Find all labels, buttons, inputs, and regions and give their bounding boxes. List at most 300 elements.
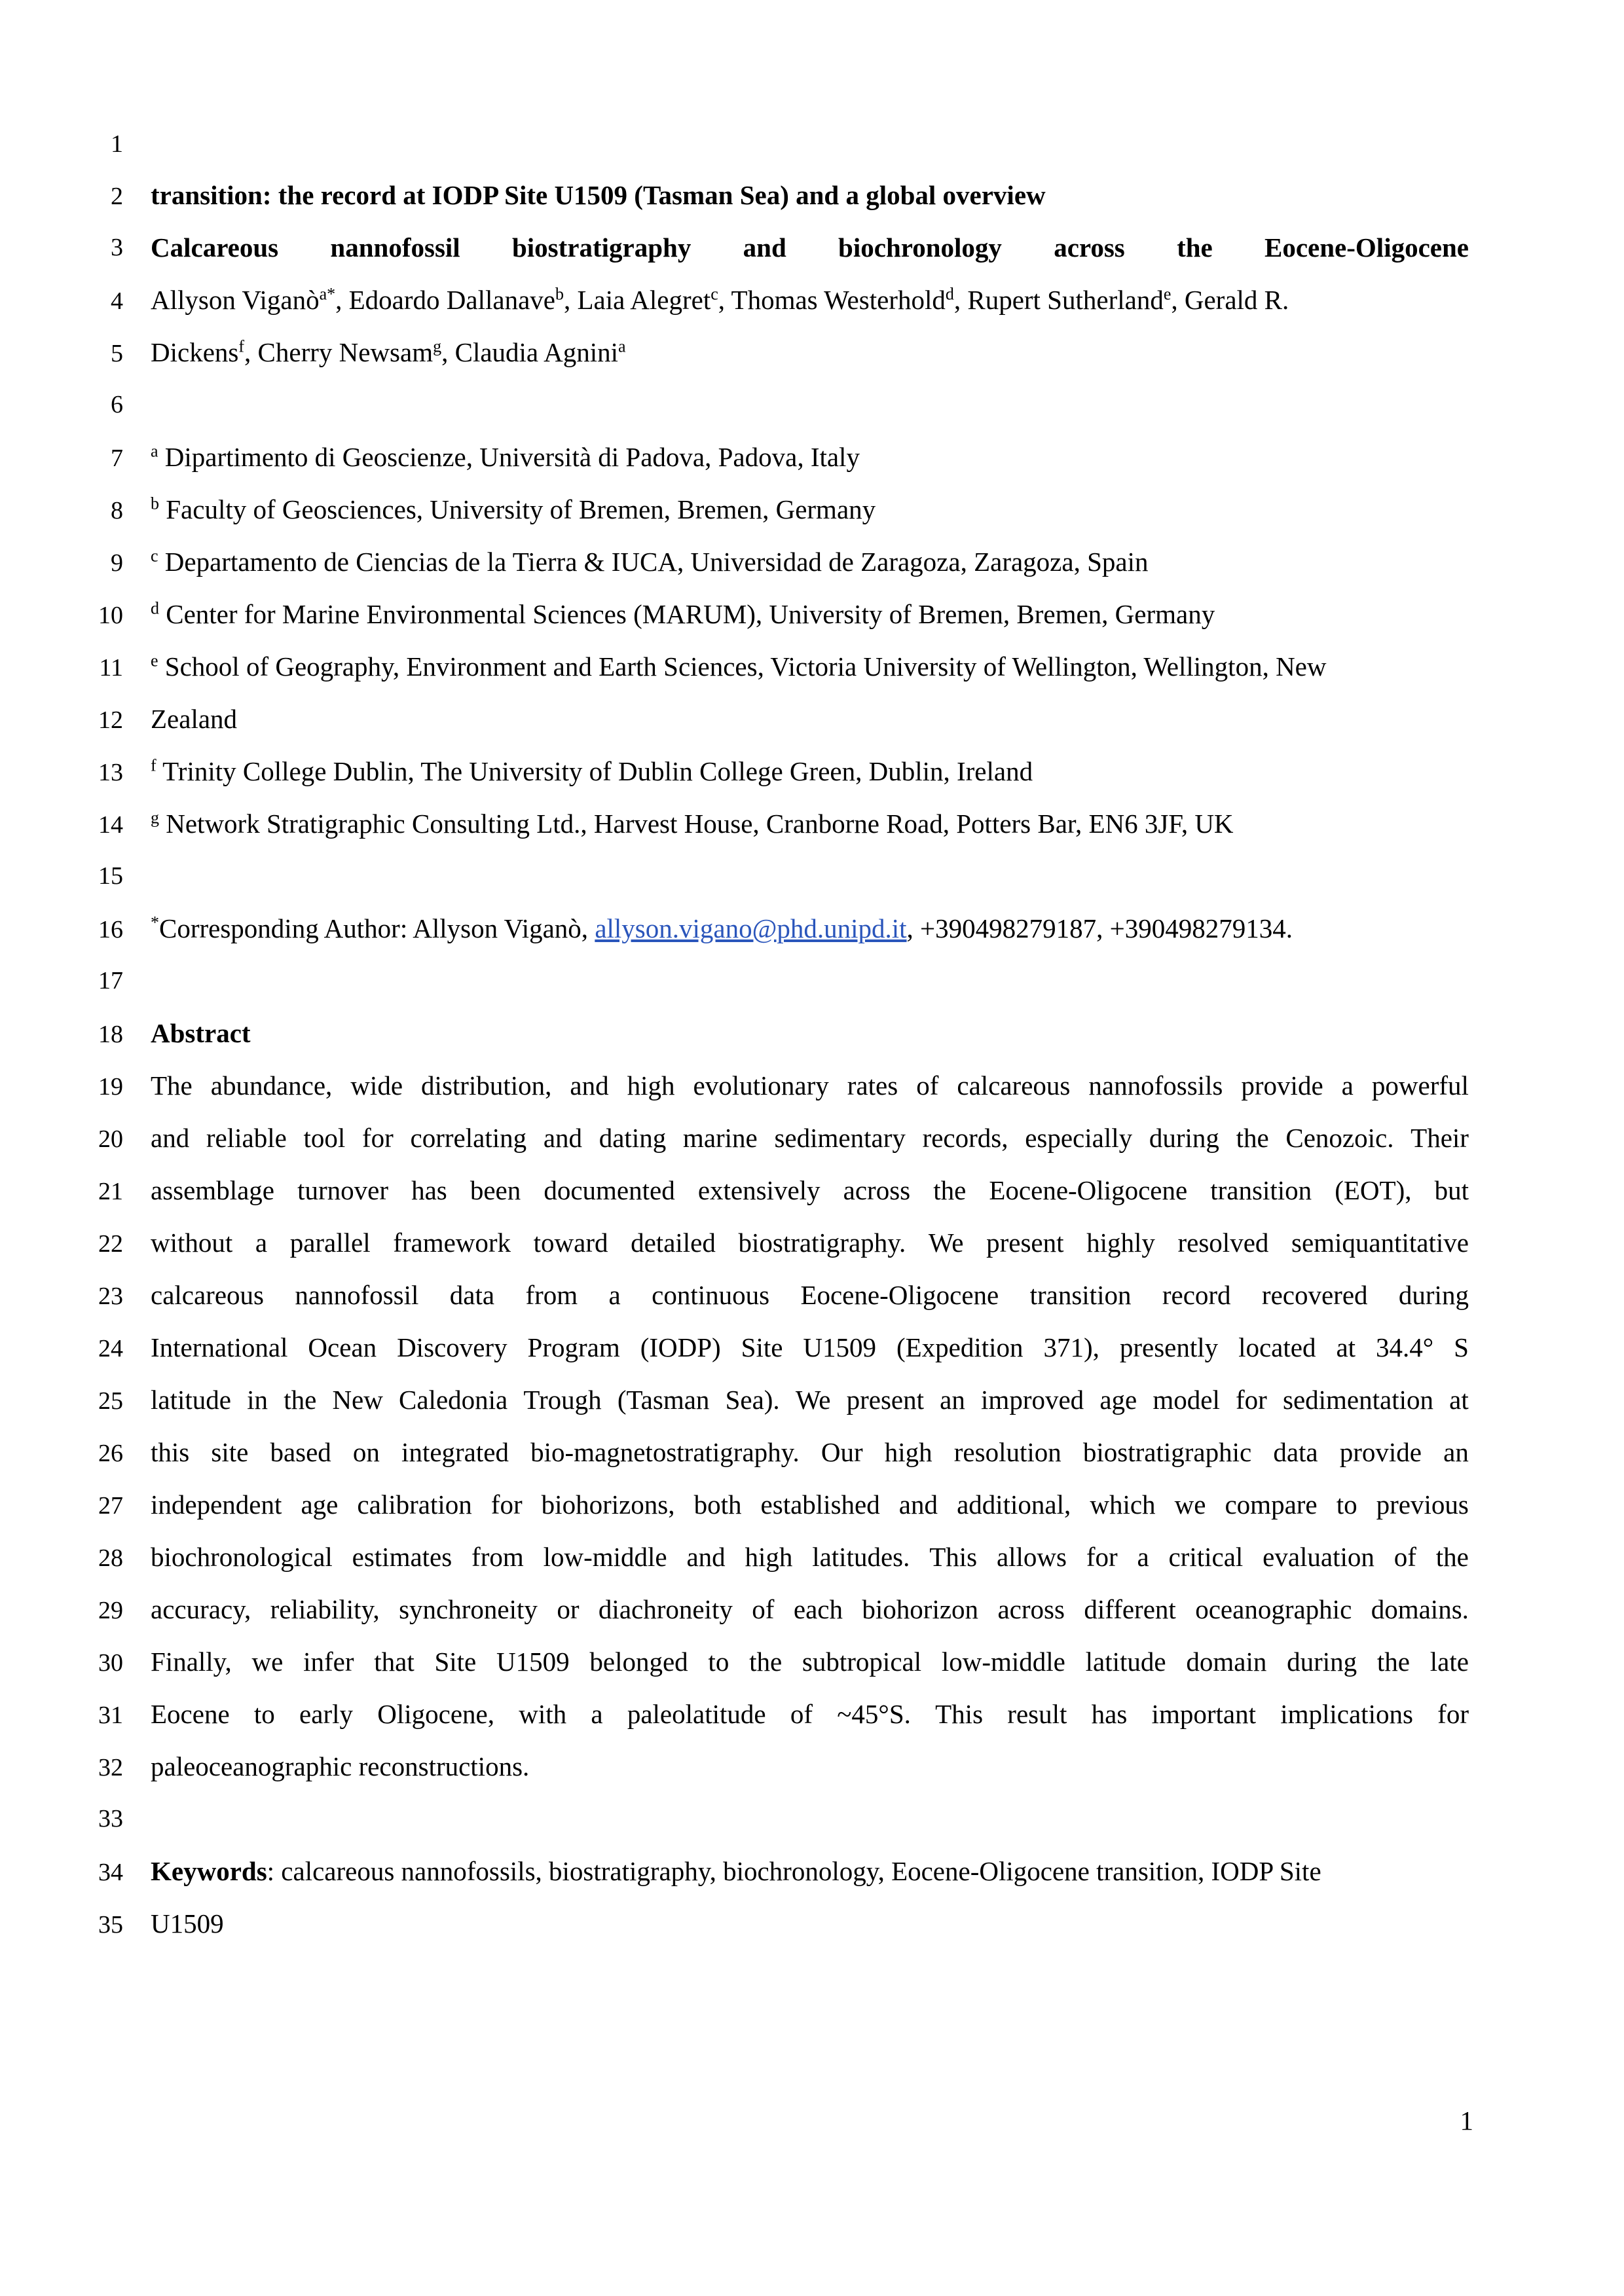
word: age	[301, 1489, 339, 1520]
word: provide	[1339, 1437, 1422, 1467]
affiliation-item	[85, 483, 1473, 536]
line-number: 10	[98, 602, 123, 629]
affiliation-body: Trinity College Dublin, The University of Dublin College Green, Dublin, Ireland	[156, 756, 1033, 786]
word: nannofossil	[295, 1280, 419, 1310]
word: domain	[1186, 1647, 1267, 1677]
abstract-line	[85, 1583, 1473, 1635]
word: Our	[821, 1437, 863, 1467]
word: independent	[151, 1489, 282, 1520]
title-word: biochronology	[838, 232, 1002, 263]
abstract-line	[85, 1688, 1473, 1740]
word: high	[884, 1437, 932, 1467]
word: model	[1153, 1385, 1220, 1415]
word: U1509	[803, 1332, 876, 1362]
line-number: 13	[98, 759, 123, 786]
asterisk-marker: *	[151, 913, 159, 932]
word: Site	[741, 1332, 783, 1362]
word: a	[591, 1699, 603, 1729]
affiliation-marker: g	[433, 337, 442, 356]
line-number: 3	[111, 234, 123, 261]
word: infer	[303, 1647, 354, 1677]
corresponding-author-line	[85, 902, 1473, 955]
word: on	[352, 1437, 380, 1467]
keywords-line-1	[85, 1845, 1473, 1897]
abstract-line-text	[151, 1583, 1473, 1635]
affiliation-body: Faculty of Geosciences, University of Bremen, Bremen, Germany	[159, 494, 876, 524]
word: resolved	[1177, 1228, 1269, 1258]
word: allows	[996, 1542, 1067, 1572]
affiliation-marker: c	[710, 284, 718, 304]
word: site	[211, 1437, 249, 1467]
word: abundance,	[210, 1070, 333, 1101]
word: Finally,	[151, 1647, 232, 1677]
abstract-line	[85, 1374, 1473, 1426]
line-number: 9	[111, 549, 123, 577]
affiliation-marker: f	[238, 337, 245, 356]
corresponding-author-text	[151, 902, 1473, 955]
abstract-line-text	[151, 1164, 1473, 1216]
author-name: , Rupert Sutherland	[953, 285, 1164, 315]
line-number: 30	[98, 1649, 123, 1677]
author-name: , Thomas Westerhold	[718, 285, 946, 315]
line-number: 21	[98, 1178, 123, 1205]
word: extensively	[697, 1175, 821, 1205]
word: ~45°S.	[837, 1699, 911, 1729]
word: for	[1437, 1699, 1469, 1729]
author-name: , Edoardo Dallanave	[335, 285, 555, 315]
word: we	[251, 1647, 284, 1677]
affiliation-list	[85, 431, 1473, 850]
word: estimates	[352, 1542, 452, 1572]
word: sedimentary	[774, 1123, 906, 1153]
line-number: 1	[111, 130, 123, 158]
abstract-line	[85, 1059, 1473, 1112]
word: Ocean	[308, 1332, 377, 1362]
abstract-line-text	[151, 1216, 1473, 1269]
affiliation-item	[85, 797, 1473, 850]
authors-line-2	[85, 326, 1473, 378]
word: subtropical	[802, 1647, 922, 1677]
word: without	[151, 1228, 233, 1258]
affiliation-marker: a	[151, 441, 158, 461]
affiliation-item	[85, 431, 1473, 483]
word: Discovery	[397, 1332, 507, 1362]
word: documented	[544, 1175, 675, 1205]
keywords-label: Keywords	[151, 1856, 267, 1886]
word: (Tasman	[617, 1385, 710, 1415]
abstract-line	[85, 1321, 1473, 1374]
authors-text-line-1	[151, 274, 1473, 326]
affiliation-marker: d	[945, 284, 954, 304]
affiliation-text	[151, 536, 1473, 588]
word: integrated	[401, 1437, 509, 1467]
blank-line	[85, 378, 1473, 431]
keywords-text-line-1	[151, 1845, 1473, 1897]
word: of	[916, 1070, 939, 1101]
word: additional,	[957, 1489, 1071, 1520]
word: at	[1449, 1385, 1469, 1415]
word: late	[1430, 1647, 1469, 1677]
word: for	[1086, 1542, 1118, 1572]
word: based	[270, 1437, 331, 1467]
affiliation-item	[85, 745, 1473, 797]
word: low-middle	[543, 1542, 667, 1572]
word: latitude	[151, 1385, 231, 1415]
line-number: 22	[98, 1230, 123, 1258]
word: an	[940, 1385, 965, 1415]
word: implications	[1280, 1699, 1413, 1729]
word: Site	[434, 1647, 477, 1677]
line-number: 11	[99, 654, 123, 682]
word: and	[898, 1489, 938, 1520]
word: to	[708, 1647, 729, 1677]
line-number: 17	[98, 967, 123, 994]
title-word: the	[1177, 232, 1213, 263]
line-number: 12	[98, 706, 123, 734]
word: critical	[1168, 1542, 1244, 1572]
word: during	[1149, 1123, 1219, 1153]
title-word: across	[1054, 232, 1125, 263]
author-name: , Cherry Newsam	[244, 337, 434, 367]
word: (IODP)	[640, 1332, 721, 1362]
word: Eocene-Oligocene	[989, 1175, 1188, 1205]
affiliation-text	[151, 431, 1473, 483]
affiliation-marker: a*	[319, 284, 336, 304]
affiliation-item	[85, 588, 1473, 640]
word: We	[795, 1385, 831, 1415]
word: to	[253, 1699, 275, 1729]
title-word: Calcareous	[151, 232, 279, 263]
line-number: 8	[111, 497, 123, 524]
word: presently	[1119, 1332, 1219, 1362]
author-name: Dickens	[151, 337, 239, 367]
abstract-line-text	[151, 1635, 1473, 1688]
word: framework	[393, 1228, 511, 1258]
affiliation-body: Center for Marine Environmental Sciences (MARUM), University of Bremen, Bremen, Germany	[159, 599, 1215, 629]
abstract-line-text	[151, 1374, 1473, 1426]
word: toward	[533, 1228, 608, 1258]
line-number: 16	[98, 916, 123, 943]
abstract-line-text	[151, 1688, 1473, 1740]
page-number: 1	[1460, 2105, 1473, 2136]
word: sedimentation	[1283, 1385, 1434, 1415]
affiliation-body: Dipartimento di Geoscienze, Università di Padova, Padova, Italy	[158, 442, 860, 472]
word: and	[151, 1123, 190, 1153]
word: belonged	[589, 1647, 688, 1677]
word: or	[557, 1594, 580, 1624]
word: especially	[1025, 1123, 1133, 1153]
word: early	[299, 1699, 353, 1729]
line-number: 24	[98, 1335, 123, 1362]
line-number: 31	[98, 1702, 123, 1729]
word: latitudes.	[812, 1542, 910, 1572]
affiliation-text	[151, 588, 1473, 640]
affiliation-marker: e	[1163, 284, 1172, 304]
word: the	[933, 1175, 967, 1205]
affiliation-text	[151, 640, 1473, 693]
justified-words	[151, 1688, 1469, 1740]
word: transition	[1029, 1280, 1132, 1310]
word: present	[846, 1385, 925, 1415]
affiliation-marker: b	[555, 284, 564, 304]
word: paleolatitude	[627, 1699, 766, 1729]
justified-words	[151, 1531, 1469, 1583]
word: a	[1341, 1070, 1354, 1101]
word: across	[843, 1175, 911, 1205]
abstract-line-text	[151, 1059, 1473, 1112]
word: parallel	[289, 1228, 371, 1258]
justified-words	[151, 1478, 1469, 1531]
abstract-line	[85, 1740, 1473, 1793]
title-justified-words	[151, 221, 1469, 274]
abstract-line	[85, 1426, 1473, 1478]
word: assemblage	[151, 1175, 274, 1205]
affiliation-text	[151, 797, 1473, 850]
word: located	[1238, 1332, 1316, 1362]
word: which	[1090, 1489, 1156, 1520]
affiliation-body: Departamento de Ciencias de la Tierra & IUCA, Universidad de Zaragoza, Zaragoza, Spain	[158, 547, 1149, 577]
abstract-line-text: paleoceanographic reconstructions.	[151, 1751, 530, 1781]
word: from	[525, 1280, 578, 1310]
line-number: 28	[98, 1544, 123, 1572]
word: biohorizons,	[541, 1489, 675, 1520]
authors-line-1	[85, 274, 1473, 326]
abstract-line-text	[151, 1321, 1473, 1374]
abstract-heading-line	[85, 1007, 1473, 1059]
word: the	[284, 1385, 317, 1415]
affiliation-item	[85, 693, 1473, 745]
justified-words	[151, 1164, 1469, 1216]
justified-words	[151, 1216, 1469, 1269]
word: data	[449, 1280, 495, 1310]
word: distribution,	[421, 1070, 552, 1101]
word: wide	[350, 1070, 403, 1101]
word: record	[1162, 1280, 1231, 1310]
word: 371),	[1043, 1332, 1099, 1362]
word: the	[749, 1647, 783, 1677]
word: but	[1434, 1175, 1469, 1205]
word: semiquantitative	[1291, 1228, 1469, 1258]
affiliation-marker: c	[151, 546, 158, 566]
word: established	[760, 1489, 880, 1520]
word: 34.4°	[1375, 1332, 1434, 1362]
title-word: biostratigraphy	[511, 232, 692, 263]
line-number: 27	[98, 1492, 123, 1520]
word: Their	[1411, 1123, 1469, 1153]
word: turnover	[297, 1175, 388, 1205]
word: Oligocene,	[377, 1699, 494, 1729]
word: U1509	[496, 1647, 570, 1677]
affiliation-body: Network Stratigraphic Consulting Ltd., Harvest House, Cranborne Road, Potters Bar, EN6 3JF, UK	[159, 809, 1234, 839]
word: records,	[922, 1123, 1008, 1153]
word: Eocene	[151, 1699, 230, 1729]
word: (EOT),	[1335, 1175, 1412, 1205]
abstract-line	[85, 1164, 1473, 1216]
word: result	[1007, 1699, 1067, 1729]
word: reliable	[206, 1123, 287, 1153]
word: evolutionary	[693, 1070, 829, 1101]
authors-text-line-2	[151, 326, 1473, 378]
line-number: 25	[98, 1387, 123, 1415]
abstract-line	[85, 1216, 1473, 1269]
word: recovered	[1261, 1280, 1368, 1310]
abstract-line-text	[151, 1269, 1473, 1321]
affiliation-item	[85, 536, 1473, 588]
word: the	[1236, 1123, 1269, 1153]
abstract-line-text	[151, 1531, 1473, 1583]
word: This	[935, 1699, 984, 1729]
word: age	[1099, 1385, 1137, 1415]
word: biohorizon	[862, 1594, 979, 1624]
line-number: 26	[98, 1440, 123, 1467]
word: Sea).	[725, 1385, 780, 1415]
word: an	[1443, 1437, 1469, 1467]
affiliation-text	[151, 483, 1473, 536]
line-number: 15	[98, 862, 123, 890]
word: highly	[1086, 1228, 1155, 1258]
word: of	[1393, 1542, 1416, 1572]
line-number: 14	[98, 811, 123, 839]
line-number: 4	[111, 287, 123, 315]
word: New	[332, 1385, 383, 1415]
abstract-body	[85, 1059, 1473, 1793]
line-number: 32	[98, 1754, 123, 1781]
word: both	[693, 1489, 742, 1520]
word: and	[543, 1123, 583, 1153]
word: Caledonia	[399, 1385, 508, 1415]
word: in	[247, 1385, 268, 1415]
word: low-middle	[941, 1647, 1065, 1677]
word: during	[1287, 1647, 1357, 1677]
word: oceanographic	[1195, 1594, 1352, 1624]
word: nannofossils	[1088, 1070, 1223, 1101]
line-number: 34	[98, 1859, 123, 1886]
justified-words	[151, 1112, 1469, 1164]
abstract-line-text	[151, 1426, 1473, 1478]
justified-words	[151, 1426, 1469, 1478]
word: International	[151, 1332, 288, 1362]
line-number: 5	[111, 340, 123, 367]
affiliation-marker: e	[151, 651, 158, 670]
word: important	[1151, 1699, 1256, 1729]
word: and	[570, 1070, 609, 1101]
title-word: nannofossil	[330, 232, 460, 263]
line-number: 35	[98, 1911, 123, 1939]
word: This	[929, 1542, 978, 1572]
word: with	[519, 1699, 567, 1729]
word: of	[752, 1594, 775, 1624]
keywords-line-2	[85, 1897, 1473, 1950]
word: continuous	[652, 1280, 770, 1310]
word: for	[490, 1489, 523, 1520]
word: high	[745, 1542, 793, 1572]
title-word: Eocene-Oligocene	[1264, 232, 1469, 263]
line-number: 29	[98, 1597, 123, 1624]
word: (Expedition	[896, 1332, 1024, 1362]
justified-words	[151, 1321, 1469, 1374]
blank-line	[85, 850, 1473, 902]
word: high	[627, 1070, 675, 1101]
abstract-line-text	[151, 1478, 1473, 1531]
affiliation-marker: d	[151, 598, 159, 618]
title-text-line-2: transition: the record at IODP Site U1509 (Tasman Sea) and a global overview	[151, 180, 1046, 210]
word: dating	[599, 1123, 667, 1153]
word: for	[1236, 1385, 1267, 1415]
word: a	[1137, 1542, 1149, 1572]
word: different	[1084, 1594, 1176, 1624]
author-name: , Laia Alegret	[563, 285, 711, 315]
affiliation-marker: g	[151, 808, 159, 828]
justified-words	[151, 1635, 1469, 1688]
abstract-line	[85, 1531, 1473, 1583]
word: S	[1454, 1332, 1469, 1362]
word: biostratigraphy.	[738, 1228, 906, 1258]
page-content	[85, 117, 1473, 1950]
line-number: 33	[98, 1805, 123, 1832]
word: has	[411, 1175, 447, 1205]
affiliation-marker: f	[151, 756, 157, 775]
word: transition	[1210, 1175, 1312, 1205]
word: accuracy,	[151, 1594, 251, 1624]
justified-words	[151, 1059, 1469, 1112]
word: the	[1435, 1542, 1469, 1572]
line-number: 20	[98, 1125, 123, 1153]
line-number: 19	[98, 1073, 123, 1101]
word: has	[1091, 1699, 1128, 1729]
abstract-line	[85, 1635, 1473, 1688]
word: Cenozoic.	[1285, 1123, 1394, 1153]
corresponding-prefix: Corresponding Author: Allyson Viganò,	[159, 913, 595, 943]
word: The	[151, 1070, 193, 1101]
abstract-line	[85, 1478, 1473, 1531]
affiliation-text	[151, 693, 1473, 745]
word: previous	[1376, 1489, 1469, 1520]
word: Eocene-Oligocene	[800, 1280, 999, 1310]
word: the	[1376, 1647, 1410, 1677]
blank-line	[85, 955, 1473, 1007]
line-number: 6	[111, 391, 123, 418]
word: powerful	[1371, 1070, 1469, 1101]
affiliation-marker: a	[618, 337, 626, 356]
word: been	[470, 1175, 521, 1205]
word: correlating	[410, 1123, 527, 1153]
word: We	[928, 1228, 964, 1258]
word: calibration	[357, 1489, 472, 1520]
word: that	[374, 1647, 415, 1677]
affiliation-marker: b	[151, 494, 159, 513]
word: provide	[1241, 1070, 1323, 1101]
word: resolution	[953, 1437, 1061, 1467]
line-number: 7	[111, 445, 123, 472]
word: domains.	[1371, 1594, 1469, 1624]
line-number: 23	[98, 1283, 123, 1310]
word: each	[793, 1594, 843, 1624]
affiliation-body: School of Geography, Environment and Earth Sciences, Victoria University of Wellington, Wellington, New	[158, 651, 1327, 682]
word: and	[686, 1542, 726, 1572]
affiliation-item	[85, 640, 1473, 693]
author-name: , Claudia Agnini	[441, 337, 618, 367]
word: of	[790, 1699, 813, 1729]
word: a	[255, 1228, 268, 1258]
corresponding-email-link[interactable]: allyson.vigano@phd.unipd.it	[595, 913, 907, 943]
word: detailed	[631, 1228, 716, 1258]
word: diachroneity	[598, 1594, 733, 1624]
author-name: Allyson Viganò	[151, 285, 320, 315]
justified-words	[151, 1583, 1469, 1635]
justified-words	[151, 1374, 1469, 1426]
word: tool	[303, 1123, 346, 1153]
abstract-line	[85, 1112, 1473, 1164]
